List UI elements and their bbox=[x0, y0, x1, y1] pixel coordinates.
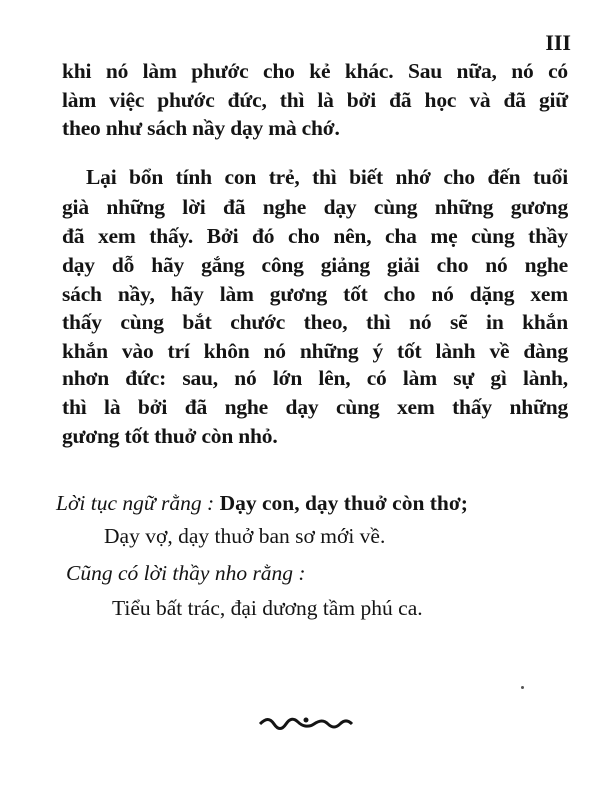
text-line: gương tốt thuở còn nhỏ. bbox=[62, 424, 278, 448]
text-line: theo như sách nầy dạy mà chớ. bbox=[62, 116, 340, 140]
ornament-divider-icon bbox=[258, 712, 354, 734]
text-line: thấy cùng bắt chước theo, thì nó sẽ in khắn bbox=[62, 310, 568, 334]
text-line: sách nầy, hãy làm gương tốt cho nó dặng xem bbox=[62, 282, 568, 306]
proverb-line: Tiểu bất trác, đại dương tầm phú ca. bbox=[112, 596, 423, 620]
text-line: khắn vào trí khôn nó những ý tốt lành về đàng bbox=[62, 339, 568, 363]
text-line: thì là bởi đã nghe dạy cùng xem thấy những bbox=[62, 395, 568, 419]
text-line: đã xem thấy. Bởi đó cho nên, cha mẹ cùng thầy bbox=[62, 224, 568, 248]
text-line: làm việc phước đức, thì là bởi đã học và đã giữ bbox=[62, 88, 568, 112]
text-line: khi nó làm phước cho kẻ khác. Sau nữa, nó có bbox=[62, 59, 568, 83]
page-number: III bbox=[545, 30, 571, 55]
text-line: Lại bổn tính con trẻ, thì biết nhớ cho đến tuổi bbox=[86, 165, 568, 189]
text-line: dạy dỗ hãy gắng công giảng giải cho nó nghe bbox=[62, 253, 568, 277]
proverb-line: Dạy con, dạy thuở còn thơ; bbox=[219, 491, 468, 515]
text-line: nhơn đức: sau, nó lớn lên, có làm sự gì lành, bbox=[62, 366, 568, 390]
proverb-line: Dạy vợ, dạy thuở ban sơ mới về. bbox=[104, 524, 386, 548]
print-speck bbox=[521, 686, 524, 689]
proverb-intro: Lời tục ngữ rằng : bbox=[56, 491, 215, 515]
proverb-intro: Cũng có lời thầy nho rằng : bbox=[66, 561, 306, 585]
text-line: già những lời đã nghe dạy cùng những gương bbox=[62, 195, 568, 219]
